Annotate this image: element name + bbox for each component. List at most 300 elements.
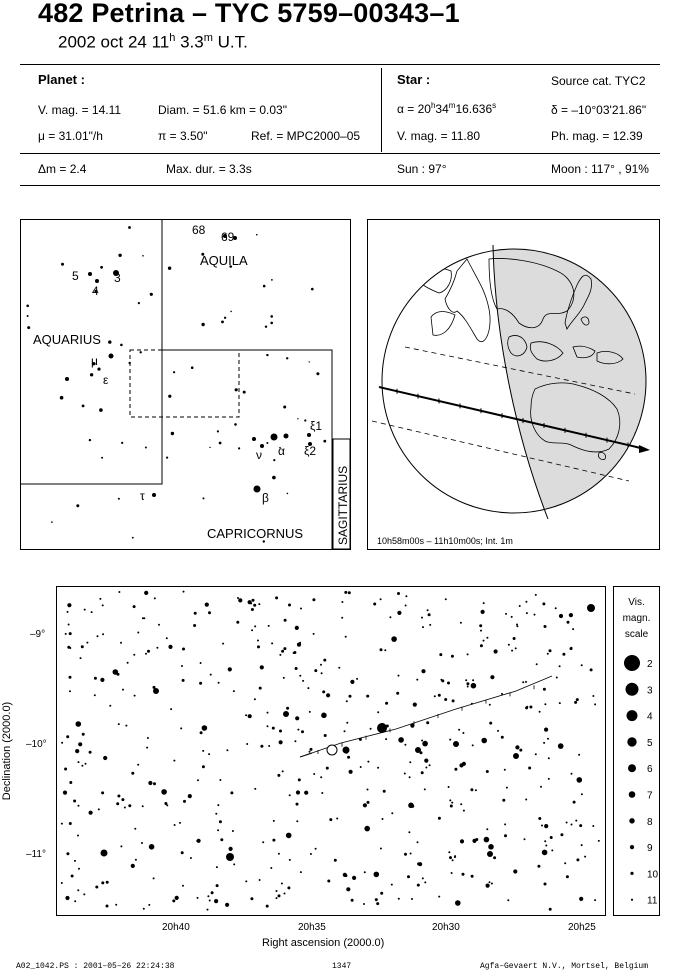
ytick-minus10: –10°	[26, 739, 47, 750]
field-star	[216, 884, 219, 887]
field-star	[566, 875, 569, 878]
field-star	[238, 598, 242, 602]
header-divider-bottom	[20, 185, 660, 186]
constellation-star	[138, 302, 140, 304]
field-star	[270, 867, 272, 869]
field-star	[94, 677, 97, 680]
legend-svg	[614, 587, 659, 917]
field-star	[519, 605, 521, 607]
field-star	[77, 889, 79, 891]
field-star	[252, 599, 255, 602]
field-star	[544, 728, 548, 732]
field-star	[106, 905, 109, 908]
field-star	[475, 838, 478, 841]
field-star	[405, 605, 407, 607]
field-star	[377, 711, 379, 713]
constellation-star	[60, 396, 64, 400]
constellation-map-svg	[20, 219, 351, 550]
field-star	[391, 884, 393, 886]
field-star	[472, 744, 474, 746]
field-star	[483, 602, 485, 604]
star-declination: δ = –10°03'21.86"	[551, 103, 647, 117]
field-star	[309, 711, 311, 713]
field-star	[94, 694, 96, 696]
field-star	[507, 899, 509, 901]
field-star	[281, 883, 283, 885]
field-star	[153, 688, 159, 694]
aquila-label: AQUILA	[200, 253, 248, 268]
field-star	[300, 871, 302, 873]
globe-caption: 10h58m00s – 11h10m00s; Int. 1m	[377, 536, 513, 546]
field-star	[386, 725, 389, 728]
field-star	[310, 748, 313, 751]
field-star	[398, 898, 400, 900]
legend-title-magn: magn.	[622, 613, 651, 624]
constellation-star	[27, 326, 30, 329]
field-star	[200, 662, 202, 664]
constellation-star	[100, 266, 103, 269]
field-star	[287, 886, 290, 889]
field-star	[363, 803, 367, 807]
constellation-star	[201, 323, 204, 326]
constellation-star	[166, 457, 168, 459]
field-star	[279, 730, 282, 733]
path-start-arrow	[300, 753, 312, 757]
field-star	[295, 626, 299, 630]
field-star	[409, 776, 411, 778]
field-star	[327, 880, 330, 883]
planet-heading: Planet :	[38, 72, 85, 87]
footer-credit: Agfa–Gevaert N.V., Mortsel, Belgium	[480, 962, 649, 971]
footer-file: A02_1042.PS : 2001–05–26 22:24:38	[16, 962, 175, 971]
field-star	[273, 820, 275, 822]
field-star	[276, 897, 278, 899]
field-star	[590, 668, 593, 671]
field-star	[267, 712, 269, 714]
constellation-star	[254, 486, 261, 493]
field-star	[312, 598, 315, 601]
detail-chart-svg	[56, 586, 606, 916]
field-star	[397, 611, 401, 615]
field-star	[83, 893, 85, 895]
field-star	[458, 729, 460, 731]
field-star	[370, 728, 372, 730]
field-star	[296, 790, 300, 794]
field-star	[134, 695, 136, 697]
star-label: α	[278, 444, 285, 458]
field-star	[460, 803, 462, 805]
field-star	[124, 807, 126, 809]
constellation-star	[89, 439, 91, 441]
xtick-20h35: 20h35	[298, 922, 326, 933]
field-star	[529, 706, 532, 709]
field-star	[438, 896, 440, 898]
field-star	[144, 591, 148, 595]
field-star	[154, 597, 156, 599]
legend-title-vis: Vis.	[628, 597, 645, 608]
field-star	[584, 856, 586, 858]
field-star	[251, 629, 253, 631]
field-star	[89, 751, 92, 754]
field-star	[205, 603, 209, 607]
field-star	[183, 591, 185, 593]
field-star	[278, 853, 280, 855]
field-star	[413, 703, 417, 707]
field-star	[375, 898, 378, 901]
field-star	[374, 872, 380, 878]
sun-elongation: Sun : 97°	[397, 162, 447, 176]
field-star	[488, 844, 494, 850]
field-star	[225, 903, 229, 907]
field-star	[504, 769, 506, 771]
legend-mag-label: 11	[647, 895, 658, 907]
field-star	[321, 672, 323, 674]
field-star	[77, 835, 79, 837]
field-star	[346, 700, 348, 702]
field-star	[543, 688, 546, 691]
constellation-star	[243, 391, 246, 394]
field-star	[404, 853, 407, 856]
field-star	[260, 745, 263, 748]
field-star	[567, 621, 570, 624]
header-divider-mid	[20, 153, 660, 154]
field-star	[209, 900, 211, 902]
field-star	[471, 683, 477, 689]
field-star	[283, 711, 289, 717]
field-star	[405, 595, 407, 597]
field-star	[102, 604, 104, 606]
legend-title-scale: scale	[624, 629, 649, 640]
field-star	[118, 591, 120, 593]
field-star	[321, 792, 323, 794]
field-star	[229, 847, 233, 851]
field-star	[497, 730, 499, 732]
field-star	[257, 645, 260, 648]
field-star	[286, 833, 292, 839]
legend-dot-mag-6	[628, 764, 636, 772]
field-star	[579, 824, 582, 827]
constellation-star	[252, 437, 256, 441]
field-star	[376, 902, 379, 905]
globe-panel	[367, 219, 660, 550]
field-star	[471, 875, 474, 878]
field-star	[489, 881, 491, 883]
constellation-star	[168, 395, 171, 398]
field-star	[149, 844, 155, 850]
field-star	[141, 842, 143, 844]
field-star	[551, 849, 553, 851]
field-star	[133, 605, 136, 608]
field-star	[259, 687, 262, 690]
field-star	[576, 698, 579, 701]
field-star	[526, 706, 528, 708]
constellation-star	[270, 315, 273, 318]
field-star	[542, 850, 548, 856]
field-star	[302, 680, 304, 682]
field-star	[537, 865, 540, 868]
constellation-star	[26, 305, 29, 308]
field-star	[197, 897, 199, 899]
field-star	[296, 803, 299, 806]
field-star	[75, 749, 79, 753]
field-star	[197, 839, 201, 843]
field-star	[100, 678, 104, 682]
constellation-map	[20, 219, 351, 550]
field-star	[544, 840, 546, 842]
field-star	[307, 687, 309, 689]
field-star	[427, 609, 429, 611]
constellation-star	[224, 317, 226, 319]
field-star	[266, 905, 269, 908]
field-star	[411, 805, 414, 808]
constellation-star	[142, 255, 144, 257]
field-star	[396, 692, 399, 695]
constellation-star	[191, 366, 194, 369]
field-star	[548, 778, 550, 780]
field-star	[113, 669, 119, 675]
field-star	[383, 790, 386, 793]
planet-reference: Ref. = MPC2000–05	[251, 129, 361, 143]
constellation-star	[145, 447, 147, 449]
field-star	[480, 644, 483, 647]
field-star	[190, 857, 192, 859]
field-star	[324, 734, 327, 737]
field-star	[304, 791, 308, 795]
field-star	[511, 616, 513, 618]
field-star	[78, 742, 82, 746]
field-star	[320, 776, 322, 778]
field-star	[219, 820, 222, 823]
field-star	[118, 723, 120, 725]
page-title: 482 Petrina – TYC 5759–00343–1	[38, 0, 460, 28]
field-star	[289, 859, 291, 861]
field-star	[438, 817, 441, 820]
field-star	[67, 603, 71, 607]
field-star	[577, 777, 583, 783]
field-star	[515, 745, 519, 749]
field-star	[78, 761, 80, 763]
field-star	[344, 874, 347, 877]
constellation-star	[203, 497, 205, 499]
field-star	[377, 767, 379, 769]
field-star	[73, 800, 76, 803]
field-star	[452, 859, 454, 861]
field-star	[348, 591, 351, 594]
field-star	[381, 723, 384, 726]
field-star	[120, 642, 122, 644]
field-star	[410, 853, 412, 855]
field-star	[465, 679, 467, 681]
legend-dot-mag-4	[627, 710, 638, 721]
field-star	[153, 877, 155, 879]
field-star	[424, 881, 426, 883]
magnitude-legend	[613, 586, 660, 916]
field-star	[421, 617, 423, 619]
field-star	[298, 778, 301, 781]
capricornus-label: CAPRICORNUS	[207, 526, 304, 541]
constellation-star	[171, 432, 174, 435]
field-star	[544, 703, 546, 705]
field-star	[310, 853, 312, 855]
field-star	[526, 612, 528, 614]
field-star	[233, 690, 235, 692]
field-star	[364, 871, 366, 873]
field-star	[181, 665, 183, 667]
field-star	[409, 761, 411, 763]
field-star	[253, 604, 256, 607]
field-star	[137, 632, 139, 634]
field-star	[562, 653, 565, 656]
field-star	[541, 825, 543, 827]
field-star	[573, 801, 576, 804]
field-star	[451, 872, 453, 874]
field-star	[587, 604, 595, 612]
field-star	[128, 804, 131, 807]
field-star	[326, 693, 330, 697]
field-star	[120, 845, 122, 847]
minute-text: 3.3	[175, 32, 204, 52]
star-phmag: Ph. mag. = 12.39	[551, 129, 643, 143]
globe-svg	[367, 219, 660, 550]
constellation-star	[316, 372, 319, 375]
constellation-star	[273, 459, 275, 461]
field-star	[295, 667, 298, 670]
field-star	[559, 665, 561, 667]
field-star	[173, 760, 175, 762]
field-star	[448, 851, 450, 853]
field-star	[367, 789, 369, 791]
field-star	[207, 895, 209, 897]
field-star	[422, 626, 424, 628]
legend-dot-mag-8	[629, 818, 634, 823]
field-star	[350, 680, 354, 684]
timezone-text: U.T.	[212, 32, 248, 52]
constellation-star	[219, 442, 222, 445]
field-star	[134, 828, 136, 830]
source-catalog: Source cat. TYC2	[551, 74, 646, 88]
constellation-star	[128, 226, 131, 229]
field-star	[483, 640, 485, 642]
field-star	[271, 642, 273, 644]
field-star	[182, 648, 185, 651]
constellation-star	[256, 234, 258, 236]
field-star	[549, 649, 552, 652]
star-labels	[72, 223, 322, 505]
constellation-star	[118, 498, 120, 500]
field-star	[66, 852, 69, 855]
field-star	[61, 742, 63, 744]
field-star	[502, 799, 505, 802]
field-star	[202, 750, 204, 752]
field-star	[421, 771, 424, 774]
field-star	[293, 652, 295, 654]
field-star	[450, 805, 453, 808]
field-star	[441, 679, 444, 682]
field-star	[282, 770, 284, 772]
field-star	[555, 607, 557, 609]
field-star	[438, 694, 441, 697]
field-star	[391, 812, 393, 814]
field-star	[106, 881, 109, 884]
field-star	[297, 729, 299, 731]
field-star	[549, 908, 552, 911]
field-star	[525, 601, 527, 603]
field-star	[61, 882, 63, 884]
field-star	[547, 738, 549, 740]
field-star	[385, 738, 387, 740]
field-star	[142, 805, 144, 807]
field-star	[454, 855, 456, 857]
y-axis-label: Declination (2000.0)	[1, 701, 14, 801]
field-star	[535, 594, 537, 596]
field-star	[233, 863, 235, 865]
field-star	[202, 725, 208, 731]
field-star	[579, 897, 583, 901]
constellation-star	[27, 315, 29, 317]
field-star	[262, 841, 264, 843]
field-star	[380, 598, 382, 600]
field-star	[64, 768, 67, 771]
field-star	[170, 708, 172, 710]
field-star	[147, 650, 150, 653]
field-star	[519, 749, 522, 752]
field-star	[228, 667, 232, 671]
field-star	[429, 764, 431, 766]
field-star	[336, 818, 338, 820]
field-star	[548, 757, 550, 759]
field-star	[217, 829, 219, 831]
detail-star-chart	[56, 586, 606, 916]
field-star	[286, 707, 289, 710]
constellation-star	[304, 419, 306, 421]
field-star	[504, 834, 507, 837]
field-star	[407, 875, 410, 878]
field-star	[125, 725, 127, 727]
field-star	[323, 659, 326, 662]
field-star	[341, 601, 343, 603]
field-star	[454, 768, 457, 771]
field-star	[248, 600, 252, 604]
field-star	[251, 608, 254, 611]
star-vmag: V. mag. = 11.80	[397, 129, 481, 143]
field-star	[462, 732, 464, 734]
star-label: 69	[221, 230, 235, 244]
field-star	[276, 890, 278, 892]
field-star	[284, 893, 286, 895]
constellation-star	[150, 293, 153, 296]
field-star	[560, 833, 563, 836]
field-star	[380, 892, 383, 895]
constellation-star	[109, 354, 114, 359]
field-star	[78, 868, 80, 870]
field-star	[449, 739, 451, 741]
field-star	[558, 743, 564, 749]
constellation-star	[235, 388, 238, 391]
constellation-star	[168, 267, 171, 270]
field-star	[385, 702, 388, 705]
field-star	[398, 675, 400, 677]
field-star	[470, 788, 473, 791]
field-star	[143, 908, 145, 910]
field-star	[417, 862, 420, 865]
field-star	[131, 864, 135, 868]
field-star	[101, 881, 104, 884]
field-star	[349, 695, 352, 698]
asteroid-path	[306, 676, 552, 755]
field-star	[334, 859, 337, 862]
field-star	[404, 773, 406, 775]
field-star	[101, 791, 104, 794]
